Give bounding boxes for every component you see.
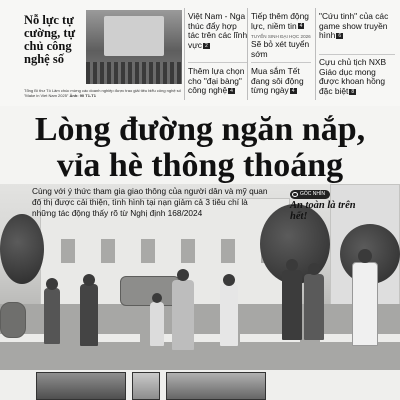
bottom-photo <box>36 372 126 400</box>
page-number-badge: 6 <box>338 32 342 39</box>
column-divider <box>184 8 185 100</box>
photo-window <box>61 239 75 263</box>
bottom-photo <box>132 372 160 400</box>
photo-pedestrian-head <box>46 278 58 290</box>
badge-label: GÓC NHÌN <box>300 191 325 197</box>
bottom-photo <box>166 372 266 400</box>
photo-window <box>221 239 235 263</box>
page-number-badge: 4 <box>299 23 303 30</box>
goc-nhin-badge[interactable] <box>290 190 330 199</box>
photo-motorbike <box>0 302 26 338</box>
feature-photo-crowd <box>86 62 182 84</box>
photo-pedestrian <box>150 302 164 346</box>
teaser-mua-sam-tet[interactable] <box>251 67 313 96</box>
photo-pedestrian-head <box>286 259 298 271</box>
photo-pedestrian-head <box>358 249 372 263</box>
main-headline[interactable] <box>8 112 392 184</box>
opinion-headline[interactable]: An toàn là trên hết! <box>290 200 356 222</box>
photo-pedestrian <box>304 274 324 340</box>
teaser-dong-luc[interactable] <box>251 12 313 31</box>
eye-icon <box>292 192 298 197</box>
feature-story[interactable] <box>24 8 182 104</box>
feature-photo-stage <box>104 16 164 56</box>
photo-pedestrian <box>220 284 238 346</box>
teaser-divider <box>188 62 248 63</box>
teaser-text: Cựu chủ tịch NXB Giáo dục mong được khoan hồng đặc biệt <box>319 57 387 96</box>
page-number-badge: 4 <box>230 87 233 94</box>
photo-pedestrian <box>172 280 194 350</box>
photo-pedestrian <box>80 284 98 346</box>
teaser-divider <box>319 54 395 55</box>
photo-pedestrian <box>282 270 302 340</box>
photo-pedestrian-head <box>152 293 162 303</box>
photo-tree <box>0 214 44 284</box>
teaser-text: Tiếp thêm động lực, niềm tin <box>251 11 309 31</box>
photo-window <box>181 239 195 263</box>
teaser-text: Mua sắm Tết đang sôi động từng ngày <box>251 66 304 96</box>
headline-line-1: Lòng đường ngăn nắp, <box>34 111 366 148</box>
photo-pedestrian <box>44 288 60 344</box>
headline-line-2: vỉa hè thông thoáng <box>56 147 344 184</box>
teaser-kicker: TUYỂN SINH ĐẠI HỌC 2026 <box>251 34 311 39</box>
teaser-text: "Cứu tinh" của các game show truyền hình <box>319 11 389 41</box>
photo-pedestrian-head <box>83 274 95 286</box>
column-divider <box>247 8 248 100</box>
page-number-badge: 4 <box>291 87 295 94</box>
page-number-badge: 8 <box>351 88 355 95</box>
teaser-dai-bang[interactable] <box>188 67 250 96</box>
feature-caption <box>24 88 182 98</box>
photo-window <box>101 239 115 263</box>
photo-car <box>120 276 180 306</box>
photo-pedestrian-head <box>177 269 189 281</box>
teaser-text: Sẽ bỏ xét tuyển sớm <box>251 39 310 59</box>
teaser-text: Thêm lựa chọn cho "đại bàng" công nghệ <box>188 66 245 96</box>
teaser-nxb-giao-duc[interactable] <box>319 58 397 96</box>
lead-paragraph[interactable]: Cùng với ý thức tham gia giao thông của người dân và mỹ quan đô thị được cải thiện, tình hình tại nạn giảm cả 3 tiêu chí là những tác động thấy rõ từ Nghị định 168/2024 <box>32 186 268 218</box>
teaser-text: Việt Nam - Nga thúc đẩy hợp tác trên các lĩnh vực <box>188 11 248 50</box>
photo-pedestrian <box>352 262 378 346</box>
page-number-badge: 2 <box>204 42 208 49</box>
feature-photo <box>86 10 182 84</box>
column-divider <box>315 8 316 100</box>
teaser-viet-nam-nga[interactable] <box>188 12 250 50</box>
teaser-divider <box>251 62 311 63</box>
feature-title: Nỗ lực tự cường, tự chủ công nghệ số <box>24 13 76 66</box>
photo-window <box>141 239 155 263</box>
photo-pedestrian-head <box>223 274 235 286</box>
top-strip <box>0 0 400 106</box>
teaser-tuyen-sinh[interactable] <box>251 34 313 59</box>
feature-page-ref: Ảnh: 90 T1-T1 <box>69 93 96 98</box>
teaser-cuu-tinh[interactable] <box>319 12 397 41</box>
photo-pedestrian-head <box>308 263 320 275</box>
feature-caption-text: Tổng Bí thư Tô Lâm chúc mừng các doanh nghiệp được trao giải tiêu biểu công nghệ số "Make in Viet Nam 2025" <box>24 88 181 98</box>
